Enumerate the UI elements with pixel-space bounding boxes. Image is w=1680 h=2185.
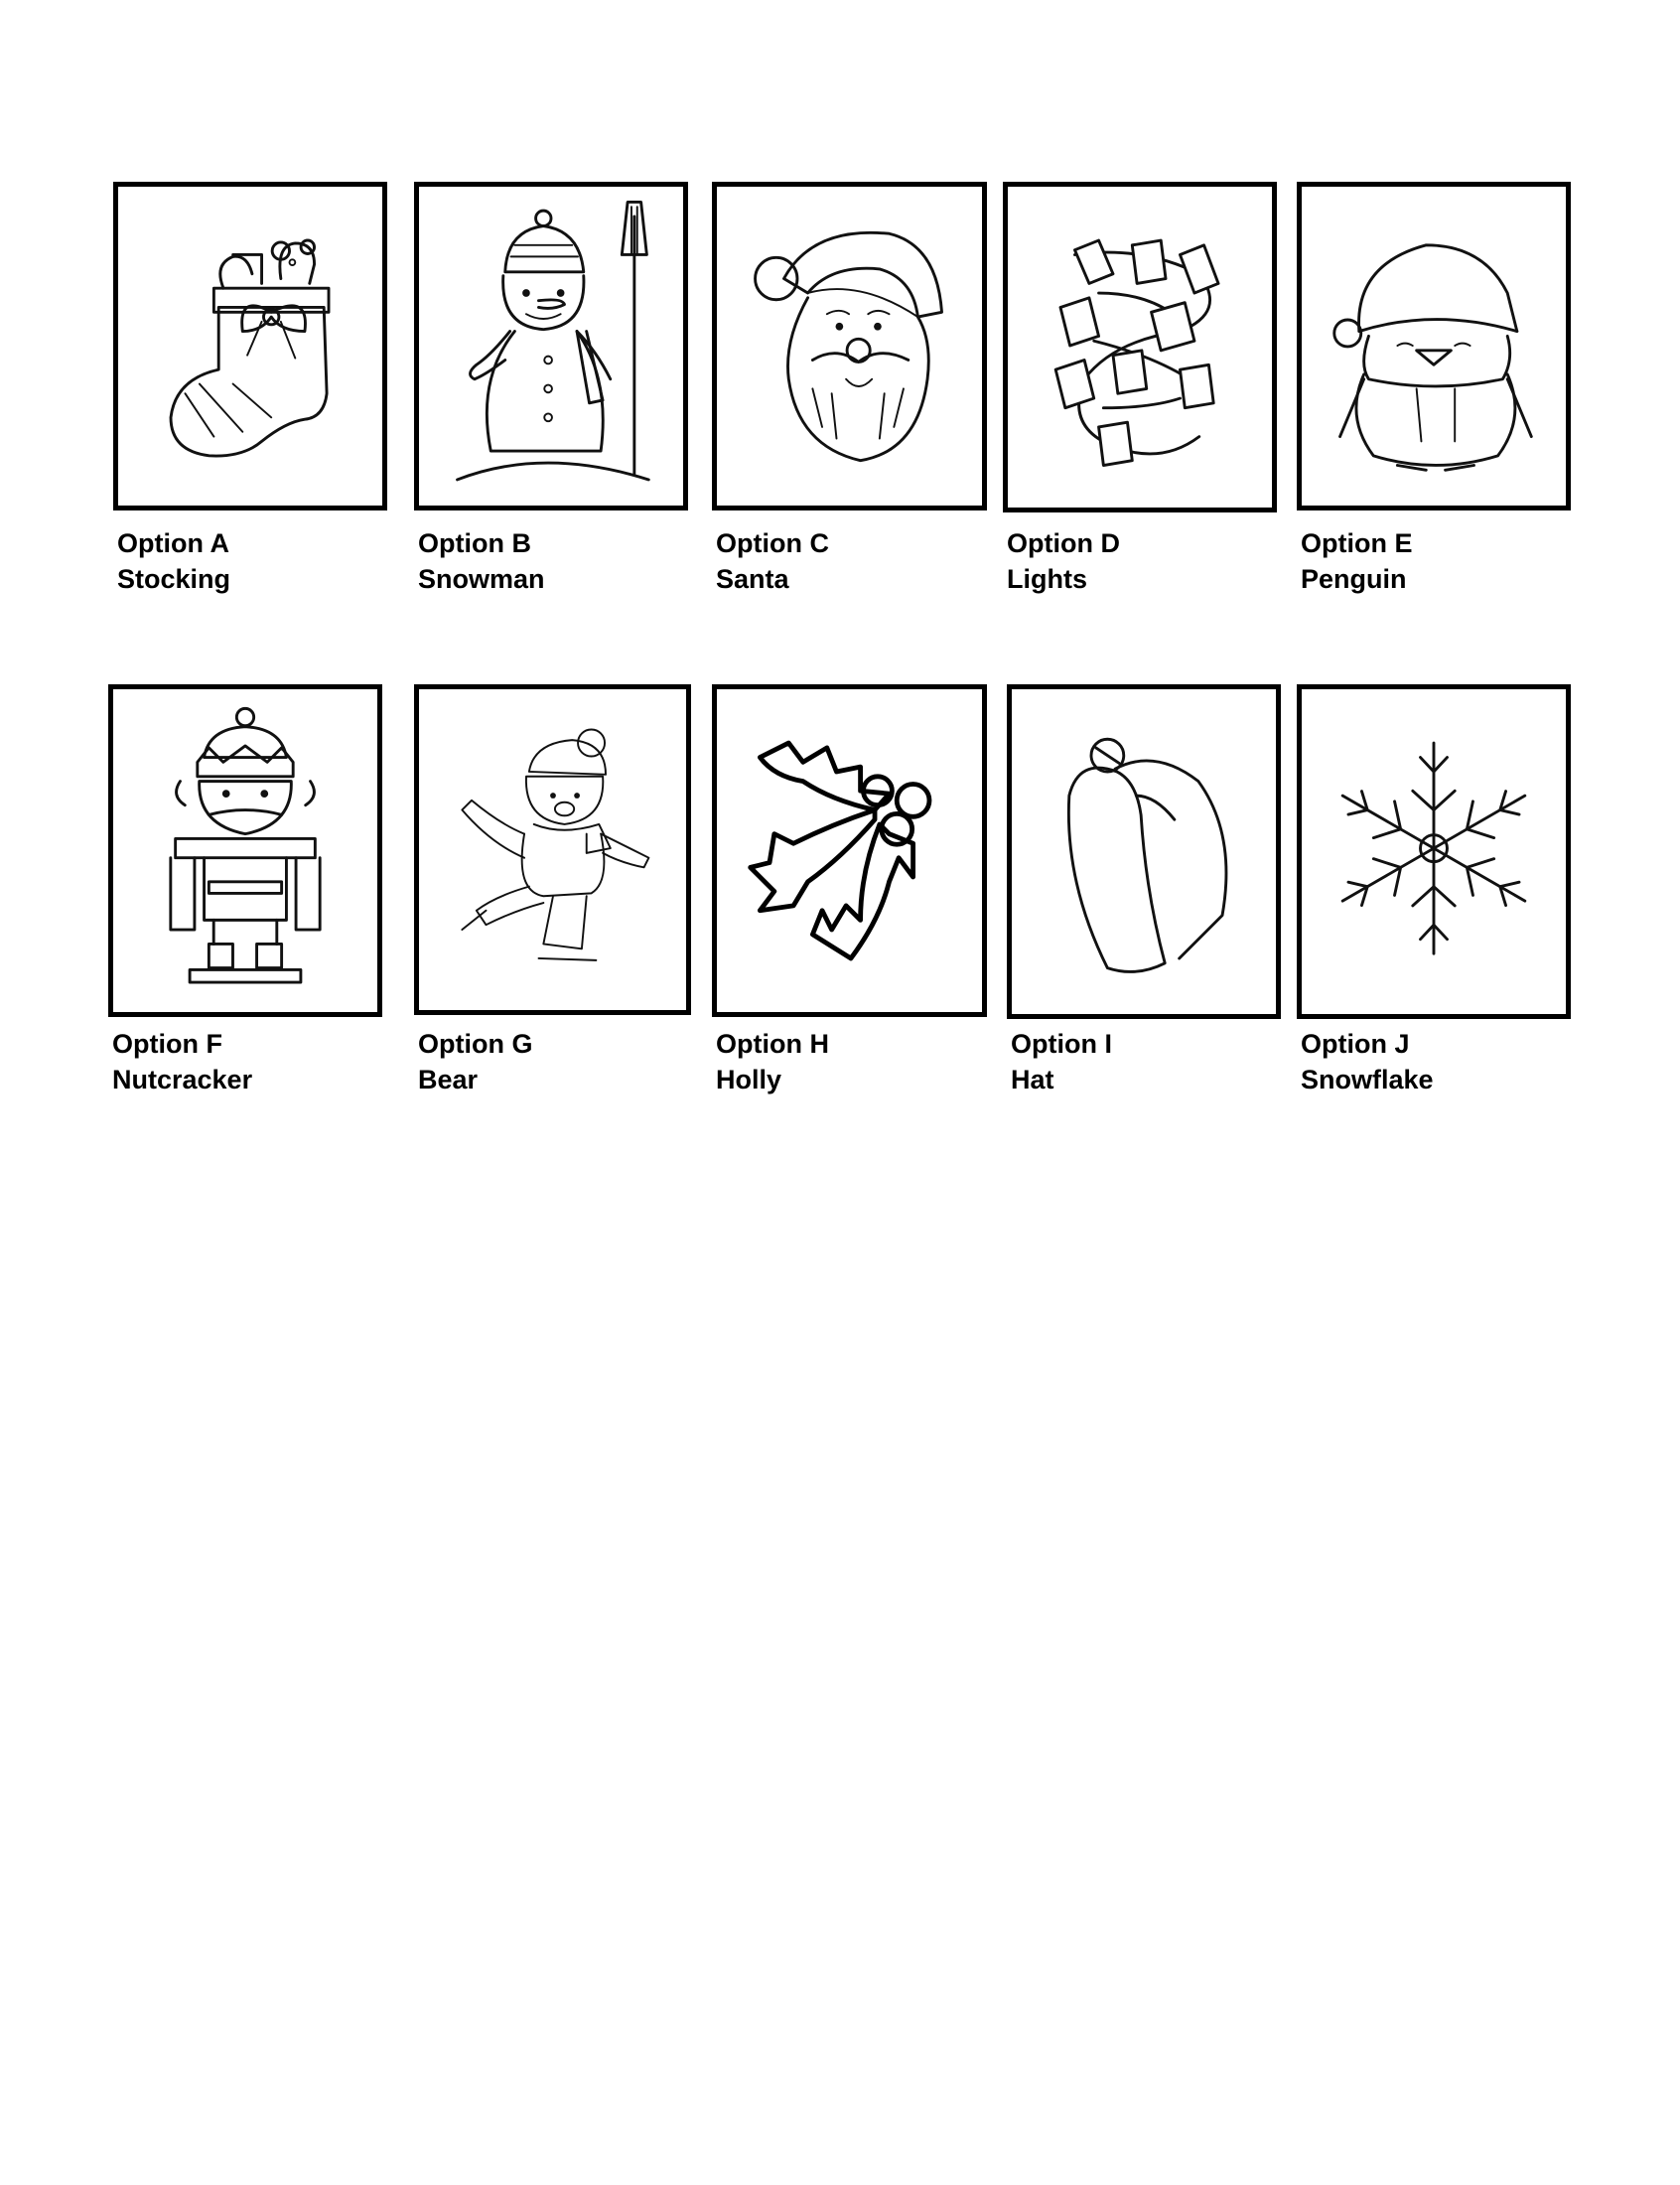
option-a-label: Option A [117, 528, 229, 558]
option-b-label: Option B [418, 528, 531, 558]
option-d-label: Option D [1007, 528, 1120, 558]
option-d-caption [1007, 525, 1120, 597]
option-g-caption [418, 1026, 532, 1097]
option-a-name: Stocking [117, 564, 231, 594]
option-c-caption [716, 525, 829, 597]
snowman-icon [419, 187, 683, 506]
option-g-label: Option G [418, 1029, 533, 1059]
penguin-icon [1302, 187, 1566, 506]
option-f-caption [112, 1026, 252, 1097]
option-h-label: Option H [716, 1029, 829, 1059]
holly-icon [717, 689, 982, 1012]
option-f-frame [108, 684, 382, 1017]
option-h-frame [712, 684, 987, 1017]
option-g-name: Bear [418, 1065, 479, 1094]
option-h-caption [716, 1026, 829, 1097]
option-e-name: Penguin [1301, 564, 1407, 594]
option-i-name: Hat [1011, 1065, 1054, 1094]
option-b-name: Snowman [418, 564, 545, 594]
option-i-label: Option I [1011, 1029, 1112, 1059]
option-i-caption [1011, 1026, 1112, 1097]
option-j-frame [1297, 684, 1571, 1019]
option-d-name: Lights [1007, 564, 1087, 594]
option-c-label: Option C [716, 528, 829, 558]
option-e-caption [1301, 525, 1412, 597]
santa-icon [717, 187, 982, 506]
option-c-name: Santa [716, 564, 789, 594]
option-d-frame [1003, 182, 1277, 512]
option-e-frame [1297, 182, 1571, 510]
option-j-name: Snowflake [1301, 1065, 1434, 1094]
nutcracker-icon [113, 689, 377, 1012]
option-c-frame [712, 182, 987, 510]
option-i-frame [1007, 684, 1281, 1019]
option-e-label: Option E [1301, 528, 1413, 558]
stocking-icon [118, 187, 382, 506]
options-row-1 [0, 182, 1680, 718]
snowflake-icon [1302, 689, 1566, 1014]
option-a-frame [113, 182, 387, 510]
bear-icon [419, 689, 686, 1010]
option-j-label: Option J [1301, 1029, 1410, 1059]
options-row-2 [0, 684, 1680, 1221]
option-b-frame [414, 182, 688, 510]
option-f-label: Option F [112, 1029, 222, 1059]
option-j-caption [1301, 1026, 1434, 1097]
option-a-caption [117, 525, 230, 597]
option-f-name: Nutcracker [112, 1065, 253, 1094]
lights-icon [1008, 187, 1272, 508]
option-b-caption [418, 525, 545, 597]
hat-icon [1012, 689, 1276, 1014]
option-g-frame [414, 684, 691, 1015]
option-h-name: Holly [716, 1065, 782, 1094]
